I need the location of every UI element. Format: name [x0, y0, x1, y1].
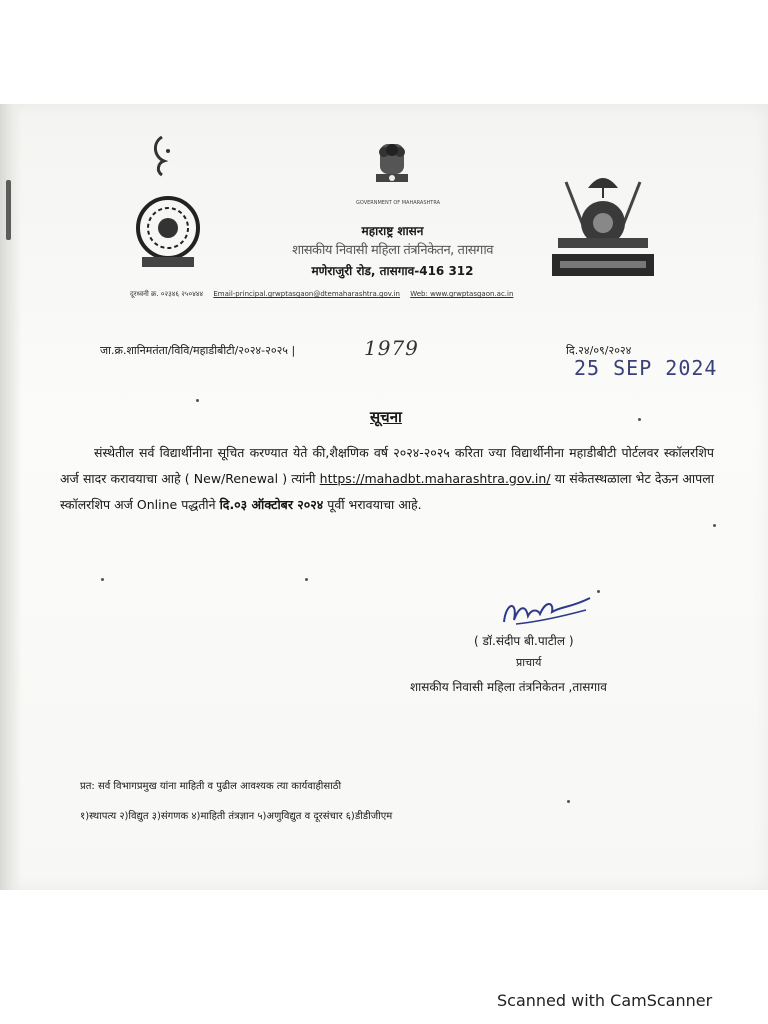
signatory-designation: प्राचार्य [516, 656, 542, 669]
scan-speck [713, 524, 716, 527]
scan-speck [101, 578, 104, 581]
website-link[interactable]: Web: www.grwptasgaon.ac.in [410, 290, 514, 298]
handwritten-number: 1979 [364, 336, 419, 360]
college-logo-icon [548, 168, 658, 280]
state-government-title: महाराष्ट्र शासन [361, 224, 424, 238]
state-emblem-icon [362, 138, 422, 198]
institution-name: शासकीय निवासी महिला तंत्रनिकेतन, तासगाव [292, 243, 493, 258]
signatory-institution: शासकीय निवासी महिला तंत्रनिकेतन ,तासगाव [410, 680, 607, 694]
notice-line-3: पूर्वी भरावयाचा आहे. [327, 497, 422, 512]
notice-heading: सूचना [370, 408, 402, 426]
emblem-caption: GOVERNMENT OF MAHARASHTRA [355, 200, 441, 206]
department-list: १)स्थापत्य २)विद्युत ३)संगणक ४)माहिती तंत्रज्ञान ५)अणुविद्युत व दूरसंचार ६)डीडीजीएम [80, 811, 393, 822]
scan-speck [305, 578, 308, 581]
scanner-watermark: Scanned with CamScanner [497, 991, 713, 1010]
reference-number: जा.क्र.शानिमतंता/विवि/महाडीबीटी/२०२४-२०२५ | [100, 344, 296, 357]
scan-speck [567, 800, 570, 803]
contact-row [130, 290, 521, 299]
phone-number: दूरध्वनी क्र. ०२३४६ २५०४४४ [130, 290, 204, 298]
deadline-date: दि.०३ ऑक्टोबर २०२४ [219, 497, 324, 512]
reference-date: दि.२४/०९/२०२४ [566, 344, 632, 357]
government-logo-icon [128, 133, 212, 273]
scan-speck [638, 418, 641, 421]
scan-artifact-mark [6, 180, 11, 240]
received-date-stamp: 25 SEP 2024 [574, 356, 718, 380]
scan-speck [597, 590, 600, 593]
page-edge-shadow [0, 104, 22, 890]
notice-line-1: संस्थेतील सर्व विद्यार्थीनीना सूचित करण्यात येते की,शैक्षणिक वर्ष २०२४-२०२५ करिता ज्या विद्यार्थीनीना महाडीबीटी पोर्टलवर स्कॉलरशिप अर्ज सादर करावयाचा आहे ( New/Renewal ) त्यांनी [60, 445, 714, 486]
signature-icon [496, 592, 596, 632]
email-link[interactable]: Email-principal.grwptasgaon@dtemaharashtra.gov.in [213, 290, 400, 298]
signatory-name: ( डॉ.संदीप बी.पाटील ) [474, 634, 574, 648]
notice-line-2: या संकेतस्थळाला भेट देऊन आपला स्कॉलरशिप अर्ज Online पद्धतीने [60, 471, 714, 512]
copy-to-line: प्रत: सर्व विभागप्रमुख यांना माहिती व पुढील आवश्यक त्या कार्यवाहीसाठी [80, 781, 342, 792]
portal-url-link[interactable]: https://mahadbt.maharashtra.gov.in/ [319, 471, 551, 486]
notice-body [60, 440, 714, 518]
institution-address: मणेराजुरी रोड, तासगाव-416 312 [311, 264, 474, 278]
scan-speck [196, 399, 199, 402]
